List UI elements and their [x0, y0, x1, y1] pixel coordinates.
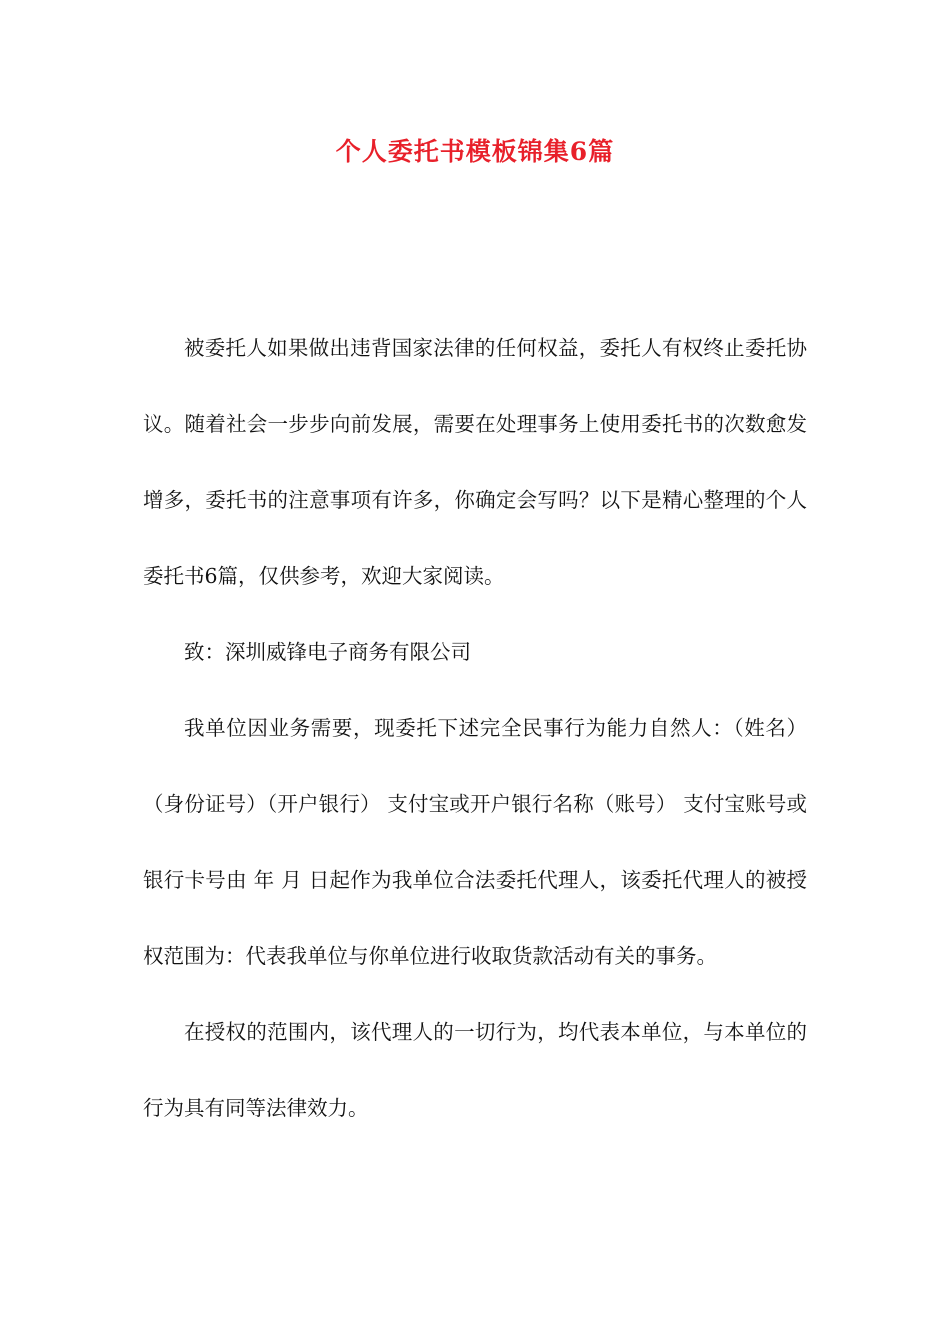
authority-paragraph: 在授权的范围内，该代理人的一切行为，均代表本单位，与本单位的行为具有同等法律效力。 [143, 1020, 807, 1120]
intro-paragraph: 被委托人如果做出违背国家法律的任何权益，委托人有权终止委托协议。随着社会一步步向前发展，需要在处理事务上使用委托书的次数愈发增多，委托书的注意事项有许多，你确定会写吗？以下是精心整理的个人委托书6篇，仅供参考，欢迎大家阅读。 [143, 336, 807, 588]
document-body [143, 310, 807, 1146]
entrustment-paragraph: 我单位因业务需要，现委托下述完全民事行为能力自然人：（姓名）（身份证号）（开户银行） 支付宝或开户银行名称（账号） 支付宝账号或银行卡号由 年 月 日起作为我单位合法委托代理人，该委托代理人的被授权范围为：代表我单位与你单位进行收取货款活动有关的事务。 [143, 716, 807, 968]
document-title: 个人委托书模板锦集6篇 [335, 137, 615, 166]
addressee-paragraph: 致：深圳威锋电子商务有限公司 [184, 640, 471, 664]
